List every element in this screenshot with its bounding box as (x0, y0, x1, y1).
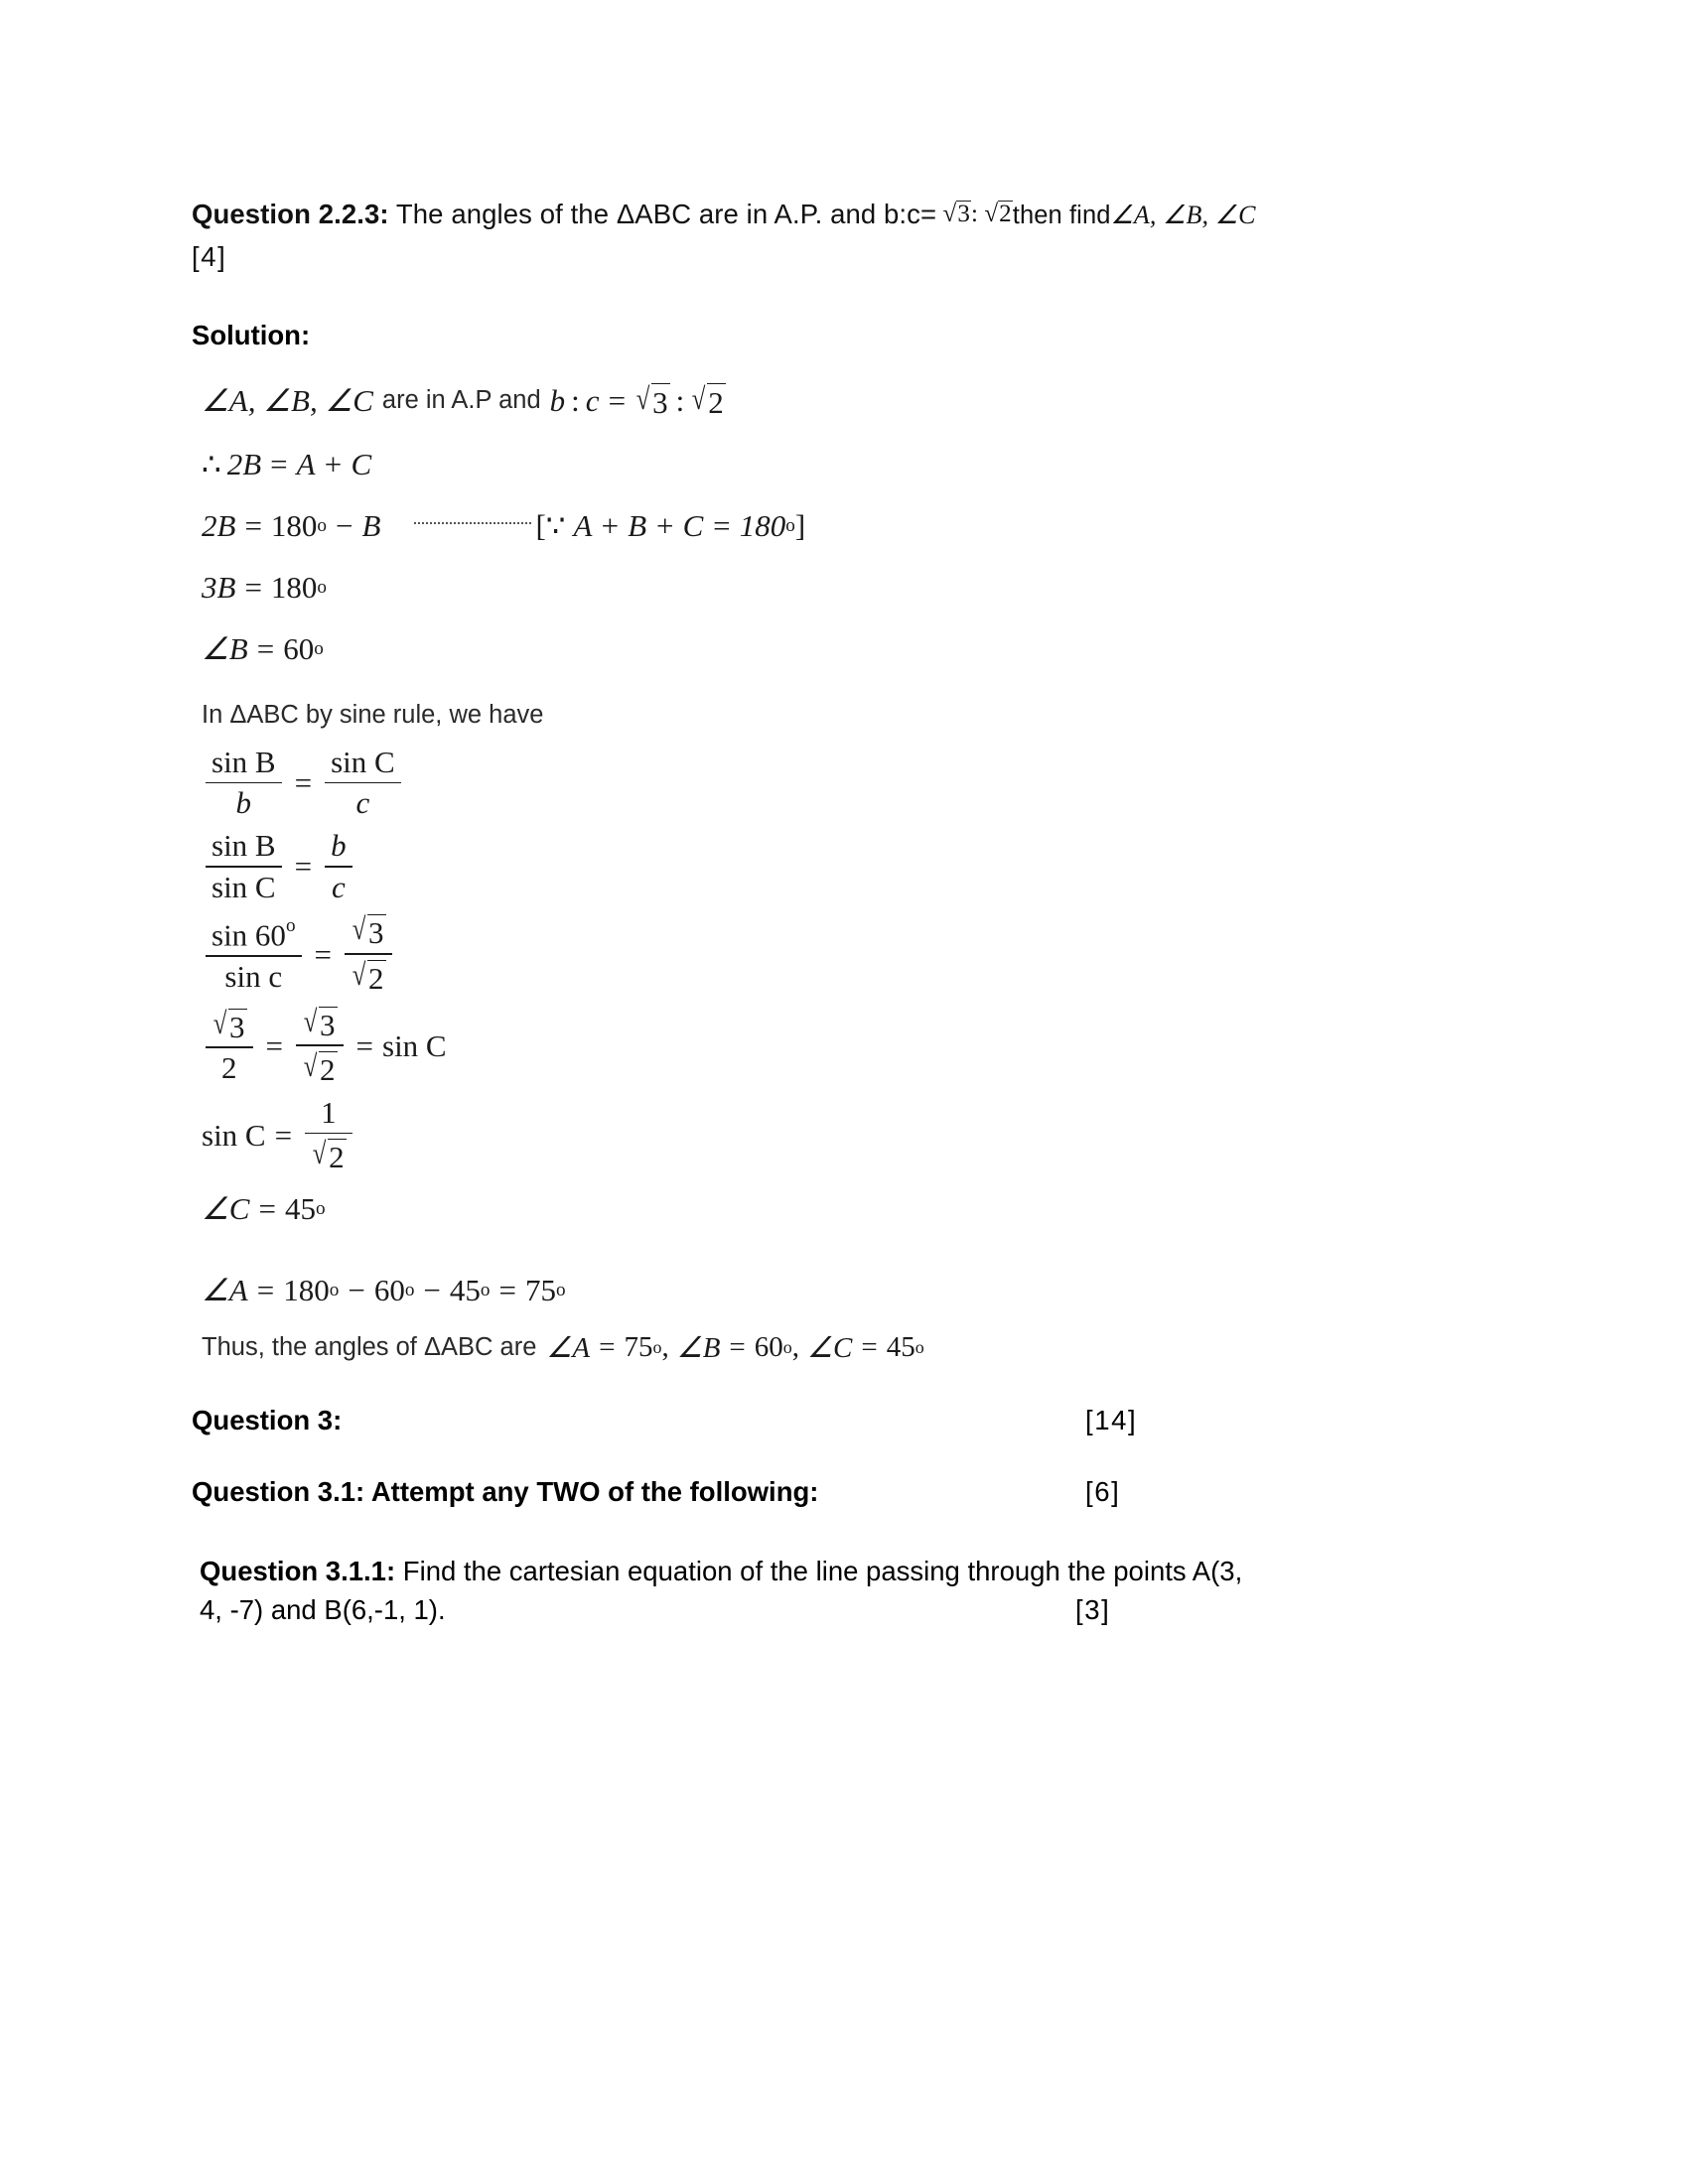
step10-num: 1 (321, 1094, 337, 1130)
step6-left-fraction (206, 746, 282, 821)
ratio-left-radicand: 3 (957, 201, 970, 227)
step3-minus: − (336, 507, 353, 543)
step4-value: 180 (270, 569, 318, 605)
step7-left-den: sin C (211, 869, 276, 904)
step8-right-fraction (345, 912, 392, 996)
step5-lhs: ∠B (202, 630, 248, 666)
math-step-6 (202, 746, 1448, 821)
step11-value: 45 (284, 1191, 316, 1227)
question-3-label: Question 3: (192, 1405, 343, 1436)
conclusion-c-label: ∠C (807, 1332, 853, 1365)
step11-equals: = (258, 1191, 276, 1227)
math-step-2 (202, 447, 1448, 482)
math-step-1 (202, 381, 1448, 421)
step3-note-degree: o (785, 514, 795, 536)
step10-den-radicand: 2 (329, 1140, 345, 1175)
step9-second-num: √ 3 (303, 1003, 336, 1042)
step12-v2: 60 (373, 1273, 405, 1308)
step6-right-num: sin C (331, 744, 395, 779)
step12-equals: = (256, 1273, 275, 1308)
step9-equals-1: = (265, 1027, 283, 1063)
math-step-8 (202, 912, 1448, 996)
step10-equals: = (274, 1118, 293, 1153)
step9-second-num-radicand: 3 (320, 1007, 336, 1042)
step5-equals: = (256, 630, 275, 666)
step8-right-num: √ 3 (352, 911, 384, 951)
step8-equals: = (314, 936, 333, 972)
step4-lhs: 3B (202, 569, 236, 605)
conclusion-a-val: 75 (624, 1331, 653, 1364)
step11-degree: o (315, 1198, 326, 1220)
solution-conclusion (202, 1330, 1448, 1365)
step6-right-den: c (355, 785, 370, 821)
step3-lhs: 2B (202, 507, 236, 543)
step8-left-den: sin c (224, 958, 283, 994)
step1-radicand-left: 3 (652, 384, 668, 420)
conclusion-lead: Thus, the angles of ΔABC are (202, 1333, 537, 1362)
step2-lhs: 2B (226, 446, 262, 481)
step12-d4: o (556, 1280, 566, 1301)
conclusion-comma-1: , (661, 1331, 669, 1364)
math-step-3 (202, 508, 1448, 544)
step2-therefore: ∴ (202, 446, 221, 481)
math-step-10 (202, 1096, 1448, 1175)
step12-lhs: ∠A (202, 1273, 248, 1308)
step7-equals: = (294, 849, 313, 885)
step10-den: √ 2 (312, 1136, 345, 1175)
conclusion-comma-2: , (791, 1331, 800, 1364)
conclusion-a-eq: = (599, 1331, 616, 1364)
question-3-1-row (192, 1476, 1448, 1508)
question-2-2-3-angles: ∠A, ∠B, ∠C (1110, 201, 1256, 229)
step9-second-den: √ 2 (303, 1048, 336, 1088)
question-3-1-1-text-line2: 4, -7) and B(6,-1, 1). (200, 1594, 446, 1626)
conclusion-a-label: ∠A (546, 1332, 591, 1365)
step9-first-num: √ 3 (212, 1005, 245, 1044)
question-3-1-1-block (192, 1552, 1448, 1629)
step1-radical-left: √ 3 (635, 380, 668, 420)
step2-equals: = (270, 446, 288, 481)
step7-right-fraction (325, 829, 352, 904)
step4-degree: o (317, 576, 328, 598)
step9-first-num-radicand: 3 (229, 1009, 245, 1044)
step7-left-num: sin B (211, 828, 276, 864)
step7-right-den: c (331, 869, 346, 904)
step3-value: 180 (270, 507, 318, 543)
math-step-5 (202, 631, 1448, 667)
sine-rule-note: In ΔABC by sine rule, we have (202, 700, 544, 729)
step9-first-fraction (206, 1007, 253, 1086)
conclusion-a-deg: o (652, 1337, 662, 1358)
conclusion-b-val: 60 (754, 1331, 783, 1364)
step3-note-open: [∵ (535, 507, 566, 543)
step3-note-close: ] (794, 507, 806, 543)
page-content (192, 195, 1448, 1629)
question-3-marks: [14] (1085, 1405, 1138, 1436)
step1-angles: ∠A, ∠B, ∠C (202, 382, 373, 418)
step4-equals: = (244, 569, 262, 605)
step7-right-num: b (331, 828, 347, 864)
step6-left-den: b (235, 785, 252, 821)
math-step-9 (202, 1005, 1448, 1088)
step12-minus-2: − (423, 1273, 441, 1308)
step9-result: sin C (382, 1027, 447, 1063)
question-2-2-3-text: The angles of the ΔABC are in A.P. and b:c= (395, 199, 937, 229)
step12-equals-2: = (498, 1273, 516, 1308)
math-step-11 (202, 1191, 1448, 1227)
math-step-12 (202, 1273, 1448, 1308)
step8-left-num-degree: o (285, 914, 296, 936)
question-3-1-1-marks: [3] (1075, 1594, 1111, 1626)
step12-d1: o (329, 1280, 340, 1301)
conclusion-c-eq: = (861, 1331, 878, 1364)
question-3-1-label: Question 3.1: Attempt any TWO of the following: (192, 1476, 819, 1508)
question-3-row (192, 1405, 1448, 1436)
step11-lhs: ∠C (202, 1191, 250, 1227)
step9-equals-2: = (355, 1027, 373, 1063)
step6-equals: = (294, 765, 313, 801)
conclusion-c-deg: o (914, 1337, 924, 1358)
step9-second-den-radicand: 2 (320, 1052, 336, 1088)
step5-value: 60 (283, 630, 315, 666)
step9-second-fraction (296, 1005, 344, 1088)
conclusion-c-val: 45 (886, 1331, 915, 1364)
conclusion-b-label: ∠B (676, 1332, 721, 1365)
question-3-1-marks: [6] (1085, 1476, 1121, 1508)
dotted-leader (414, 521, 531, 524)
step8-left-num-text: sin 60 (211, 917, 286, 953)
question-2-2-3-text-after: then find (1012, 202, 1111, 229)
step2-rhs: A + C (296, 446, 372, 481)
question-2-2-3-ratio: √3: √2 (942, 201, 1012, 227)
step1-words: are in A.P and (381, 386, 541, 415)
step1-radicand-right: 2 (708, 384, 724, 420)
step8-right-den: √ 2 (352, 956, 384, 996)
step8-right-den-radicand: 2 (368, 960, 384, 996)
question-3-1-1-label: Question 3.1.1: (200, 1556, 396, 1587)
ratio-right-radicand: 2 (999, 201, 1012, 227)
step1-radical-right: √ 2 (691, 380, 724, 420)
conclusion-b-deg: o (782, 1337, 792, 1358)
question-2-2-3-block (192, 195, 1448, 276)
math-step-4 (202, 570, 1448, 606)
math-step-7 (202, 829, 1448, 904)
step12-minus-1: − (348, 1273, 365, 1308)
step1-ratio-colon: : (675, 382, 685, 418)
question-2-2-3-label: Question 2.2.3: (192, 199, 389, 229)
step3-equals: = (244, 507, 262, 543)
step3-degree: o (317, 514, 328, 536)
step1-colon: : (571, 382, 580, 418)
step8-left-fraction (206, 915, 302, 995)
step8-right-num-radicand: 3 (368, 915, 384, 951)
step1-c: c (585, 382, 600, 418)
step7-left-fraction (206, 829, 282, 904)
step12-v1: 180 (283, 1273, 330, 1308)
step3-term: B (361, 507, 381, 543)
step3-note-body: A + B + C = 180 (573, 507, 786, 543)
step12-d2: o (404, 1280, 415, 1301)
step12-v3: 45 (449, 1273, 481, 1308)
step1-equals: = (608, 382, 627, 418)
step10-lhs: sin C (202, 1118, 266, 1153)
step12-d3: o (480, 1280, 491, 1301)
step8-left-num (206, 915, 302, 955)
step5-degree: o (314, 637, 324, 659)
step6-right-fraction (325, 746, 401, 821)
step12-v4: 75 (525, 1273, 556, 1308)
solution-heading: Solution: (192, 319, 311, 350)
question-3-1-1-text-line1: Find the cartesian equation of the line passing through the points A(3, (402, 1556, 1243, 1587)
conclusion-b-eq: = (729, 1331, 746, 1364)
step1-b: b (549, 382, 566, 418)
step10-fraction (305, 1096, 352, 1175)
step9-first-den: 2 (221, 1050, 237, 1086)
ratio-separator: : (970, 201, 978, 227)
solution-math-body (202, 381, 1448, 1365)
question-2-2-3-marks: [4] (192, 240, 227, 272)
step6-left-num: sin B (211, 744, 276, 779)
